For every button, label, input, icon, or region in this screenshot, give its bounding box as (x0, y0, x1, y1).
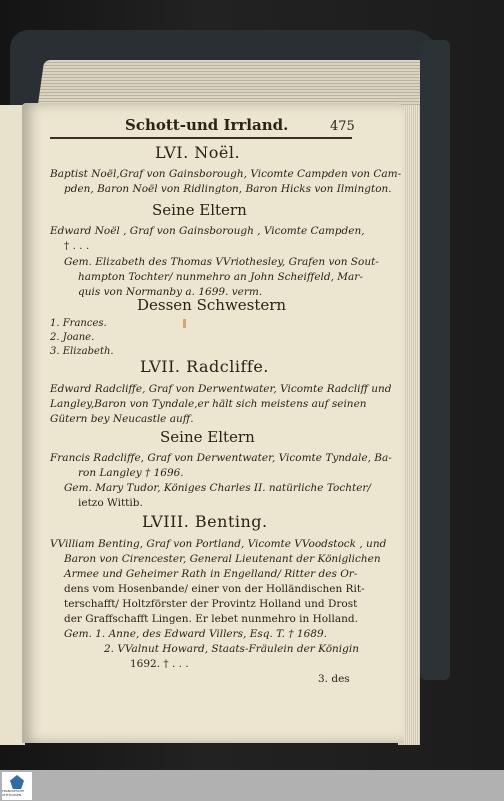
section-heading: LVII. Radcliffe. (140, 357, 269, 376)
list-item: 3. Elizabeth. (50, 346, 114, 357)
list-item: 2. Joane. (50, 332, 95, 343)
logo-text: FRANCKESCHE STIFTUNGEN (2, 789, 25, 797)
running-title: Schott-und Irrland. (125, 116, 289, 134)
section-heading: LVIII. Benting. (142, 512, 268, 531)
text-line: 2. VValnut Howard, Staats-Fräulein der Königin (104, 643, 359, 655)
viewer-footer (0, 770, 504, 801)
book-cover-right (420, 40, 450, 680)
text-line: Armee und Geheimer Rath in Engelland/ Ritter des Or- (64, 568, 358, 580)
section-heading: LVI. Noël. (155, 143, 241, 162)
sub-heading: Seine Eltern (160, 428, 255, 446)
ink-mark (183, 319, 186, 328)
text-line: Langley,Baron von Tyndale,er hält sich meistens auf seinen (50, 398, 367, 410)
text-line: Baron von Cirencester, General Lieutenant der Königlichen (64, 553, 381, 565)
text-line: Edward Noël , Graf von Gainsborough , Vicomte Campden, (50, 225, 365, 237)
list-item: 1. Frances. (50, 318, 107, 329)
text-line: pden, Baron Noël von Ridlington, Baron Hicks von Ilmington. (64, 183, 392, 195)
library-logo[interactable] (2, 772, 32, 800)
text-line: Gem. Elizabeth des Thomas VVriothesley, Grafen von Sout- (64, 256, 379, 268)
sub-heading: Seine Eltern (152, 201, 247, 219)
text-line: ietzo Wittib. (78, 497, 143, 509)
logo-icon (10, 775, 24, 789)
header-rule (50, 137, 352, 139)
text-line: der Graffschafft Lingen. Er lebet nunmehro in Holland. (64, 613, 358, 625)
text-line: ron Langley † 1696. (78, 467, 184, 479)
text-line: dens vom Hosenbande/ einer von der Holländischen Rit- (64, 583, 365, 595)
text-line: Edward Radcliffe, Graf von Derwentwater, Vicomte Radcliff und (50, 383, 392, 395)
text-line: quis von Normanby a. 1699. verm. (78, 286, 263, 298)
text-line: Baptist Noël,Graf von Gainsborough, Vicomte Campden von Cam- (50, 168, 402, 180)
text-line: Gütern bey Neucastle auff. (50, 413, 194, 425)
text-line: Gem. 1. Anne, des Edward Villers, Esq. T. † 1689. (64, 628, 327, 640)
page-number: 475 (330, 119, 355, 134)
text-line: terschafft/ Holtzförster der Provintz Holland und Drost (64, 598, 358, 610)
sub-heading: Dessen Schwestern (137, 296, 287, 314)
catchword: 3. des (318, 673, 350, 685)
text-line: 1692. † . . . (130, 658, 189, 670)
text-line: hampton Tochter/ nunmehro an John Scheiffeld, Mar- (78, 271, 363, 283)
text-line: † . . . (64, 240, 90, 252)
text-line: Gem. Mary Tudor, Königes Charles II. natürliche Tochter/ (64, 482, 371, 494)
text-line: VVilliam Benting, Graf von Portland, Vicomte VVoodstock , und (50, 538, 387, 550)
text-line: Francis Radcliffe, Graf von Derwentwater, Vicomte Tyndale, Ba- (50, 452, 392, 464)
